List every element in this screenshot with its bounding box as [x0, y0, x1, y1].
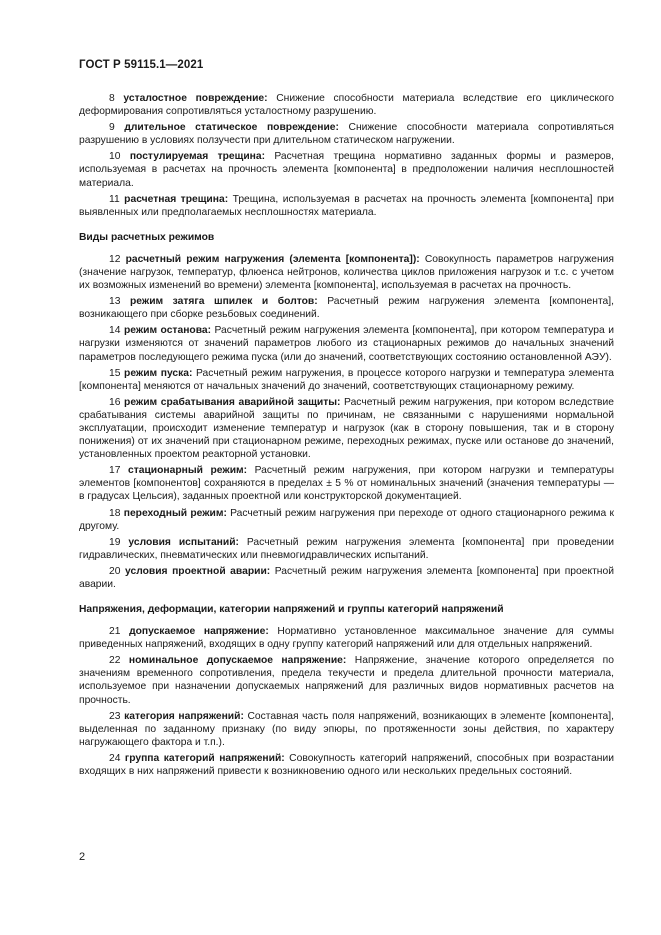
term-name: длительное статическое повреждение: [124, 122, 339, 134]
term-definition [79, 396, 614, 461]
term-text: Расчетная трещина нормативно заданных формы и размеров, используемая в расчетах на прочность элемента [компонента] в предположении наличия несплошностей материала. [79, 151, 614, 189]
term-text: Расчетный режим нагружения элемента [компонента], возникающего при сборке резьбовых соединений. [79, 296, 614, 321]
term-number: 11 [109, 193, 120, 205]
term-name: переходный режим: [123, 507, 227, 519]
section-title: Виды расчетных режимов [79, 231, 215, 243]
term-name: постулируемая трещина: [129, 151, 266, 163]
term-definition [79, 710, 614, 749]
term-number: 8 [109, 93, 115, 104]
term-number: 24 [109, 752, 121, 764]
term-number: 10 [109, 151, 121, 163]
term-text: Расчетный режим нагружения элемента [компонента] при проведении гидравлических, пневматических или пневмогидравлических испытаний. [79, 536, 614, 561]
term-name: расчетная трещина: [124, 193, 229, 205]
term-number: 22 [109, 655, 121, 667]
term-text: Расчетный режим нагружения элемента [компонента], при котором температура и нагрузки изменяются от значений параметров любого из стационарных режимов до начальных значений параметров последующего режима пуска (или до значений, соответствующих состоянию остановленной АЭУ). [79, 325, 614, 363]
term-name: режим срабатывания аварийной защиты: [124, 396, 341, 408]
term-number: 13 [109, 296, 121, 308]
term-text: Расчетный режим нагружения при переходе от одного стационарного режима к другому. [79, 507, 614, 532]
term-definition [79, 654, 614, 706]
page-number: 2 [79, 851, 86, 863]
term-name: номинальное допускаемое напряжение: [128, 655, 347, 667]
term-text: Расчетный режим нагружения, в процессе которого нагрузки и температура элемента [компонента] меняются от начальных значений до значений, соответствующих стационарному режиму. [79, 367, 614, 392]
term-definition [79, 464, 614, 503]
term-number: 21 [109, 626, 121, 638]
term-number: 17 [109, 465, 121, 477]
term-name: режим останова: [123, 325, 212, 337]
term-number: 23 [109, 710, 121, 722]
term-name: режим затяга шпилек и болтов: [130, 296, 318, 308]
document-header: ГОСТ Р 59115.1—2021 [79, 59, 204, 71]
term-definition [79, 253, 614, 292]
term-definition [79, 121, 614, 147]
term-text: Снижение способности материала вследствие его циклического деформирования сопротивляться усталостному разрушению. [79, 93, 614, 118]
term-number: 9 [109, 122, 115, 134]
document-body [79, 92, 614, 781]
term-text: Расчетный режим нагружения, при котором нагрузки и температуры элементов [компонентов] сохраняются в пределах ± 5 % от номинальных значений (значения температуры — в градусах Цельсия), заданных проектной или конструкторской документацией. [79, 465, 614, 503]
term-definition [79, 507, 614, 533]
term-text: Напряжение, значение которого определяется по значениям временного сопротивления, предела текучести и предела длительной прочности материала, используемое при назначении допускаемых напряжений для различных видов нормативных расчетов на прочность. [79, 655, 614, 706]
term-definition [79, 625, 614, 651]
term-definition [79, 92, 614, 118]
term-name: группа категорий напряжений: [124, 752, 285, 764]
term-number: 18 [109, 507, 121, 519]
term-name: условия испытаний: [128, 536, 239, 548]
term-definition [79, 752, 614, 778]
term-text: Совокупность параметров нагружения (значение нагрузок, температур, флюенса нейтронов, количества циклов приложения нагрузок и т.с. с учетом их возможных изменений во времени) элемента [компонента], используемая в расчетах на прочность. [79, 253, 614, 292]
term-number: 12 [109, 253, 121, 265]
term-name: расчетный режим нагружения (элемента [компонента]): [125, 253, 420, 265]
term-number: 16 [109, 396, 121, 408]
term-number: 15 [109, 367, 121, 379]
section-title: Напряжения, деформации, категории напряжений и группы категорий напряжений [79, 604, 504, 616]
term-definition [79, 193, 614, 219]
term-name: стационарный режим: [127, 465, 248, 477]
term-name: категория напряжений: [124, 710, 244, 722]
term-definition [79, 367, 614, 393]
term-definition [79, 150, 614, 189]
term-number: 20 [109, 565, 121, 577]
term-definition [79, 324, 614, 363]
term-text: Снижение способности материала сопротивляться разрушению в условиях ползучести при длительном статическом нагружении. [79, 122, 614, 147]
term-name: усталостное повреждение: [123, 93, 268, 104]
term-definition [79, 295, 614, 321]
term-definition [79, 565, 614, 591]
term-text: Нормативно установленное максимальное значение для суммы приведенных напряжений, входящих в одну группу категорий напряжений или для отдельных напряжений. [79, 626, 614, 651]
term-name: режим пуска: [124, 367, 193, 379]
term-text: Составная часть поля напряжений, возникающих в элементе [компонента], выделенная по заданному признаку (по виду эпюры, по протяженности зоны действия, по характеру нагружающего фактора и т.п.). [79, 710, 614, 748]
term-text: Совокупность категорий напряжений, способных при возрастании входящих в них напряжений привести к возникновению одного или нескольких предельных состояний. [79, 752, 614, 778]
term-text: Трещина, используемая в расчетах на прочность элемента [компонента] при выявленных или предполагаемых несплошностях материала. [79, 193, 614, 218]
term-number: 14 [109, 325, 121, 337]
term-definition [79, 536, 614, 562]
term-number: 19 [109, 536, 121, 548]
term-name: допускаемое напряжение: [129, 626, 269, 638]
term-name: условия проектной аварии: [125, 565, 271, 577]
term-text: Расчетный режим нагружения элемента [компонента] при проектной аварии. [79, 565, 614, 590]
term-text: Расчетный режим нагружения, при котором вследствие срабатывания системы аварийной защиты по причинам, не связанными с нарушениями нормальной эксплуатации, происходит изменение температур и нагрузок (как в сторону повышения, так и в сторону понижения) от их значений при стационарном режиме, переходных режимах, пуске или останове до значений, установленных проектом реакторной установки. [79, 396, 614, 461]
